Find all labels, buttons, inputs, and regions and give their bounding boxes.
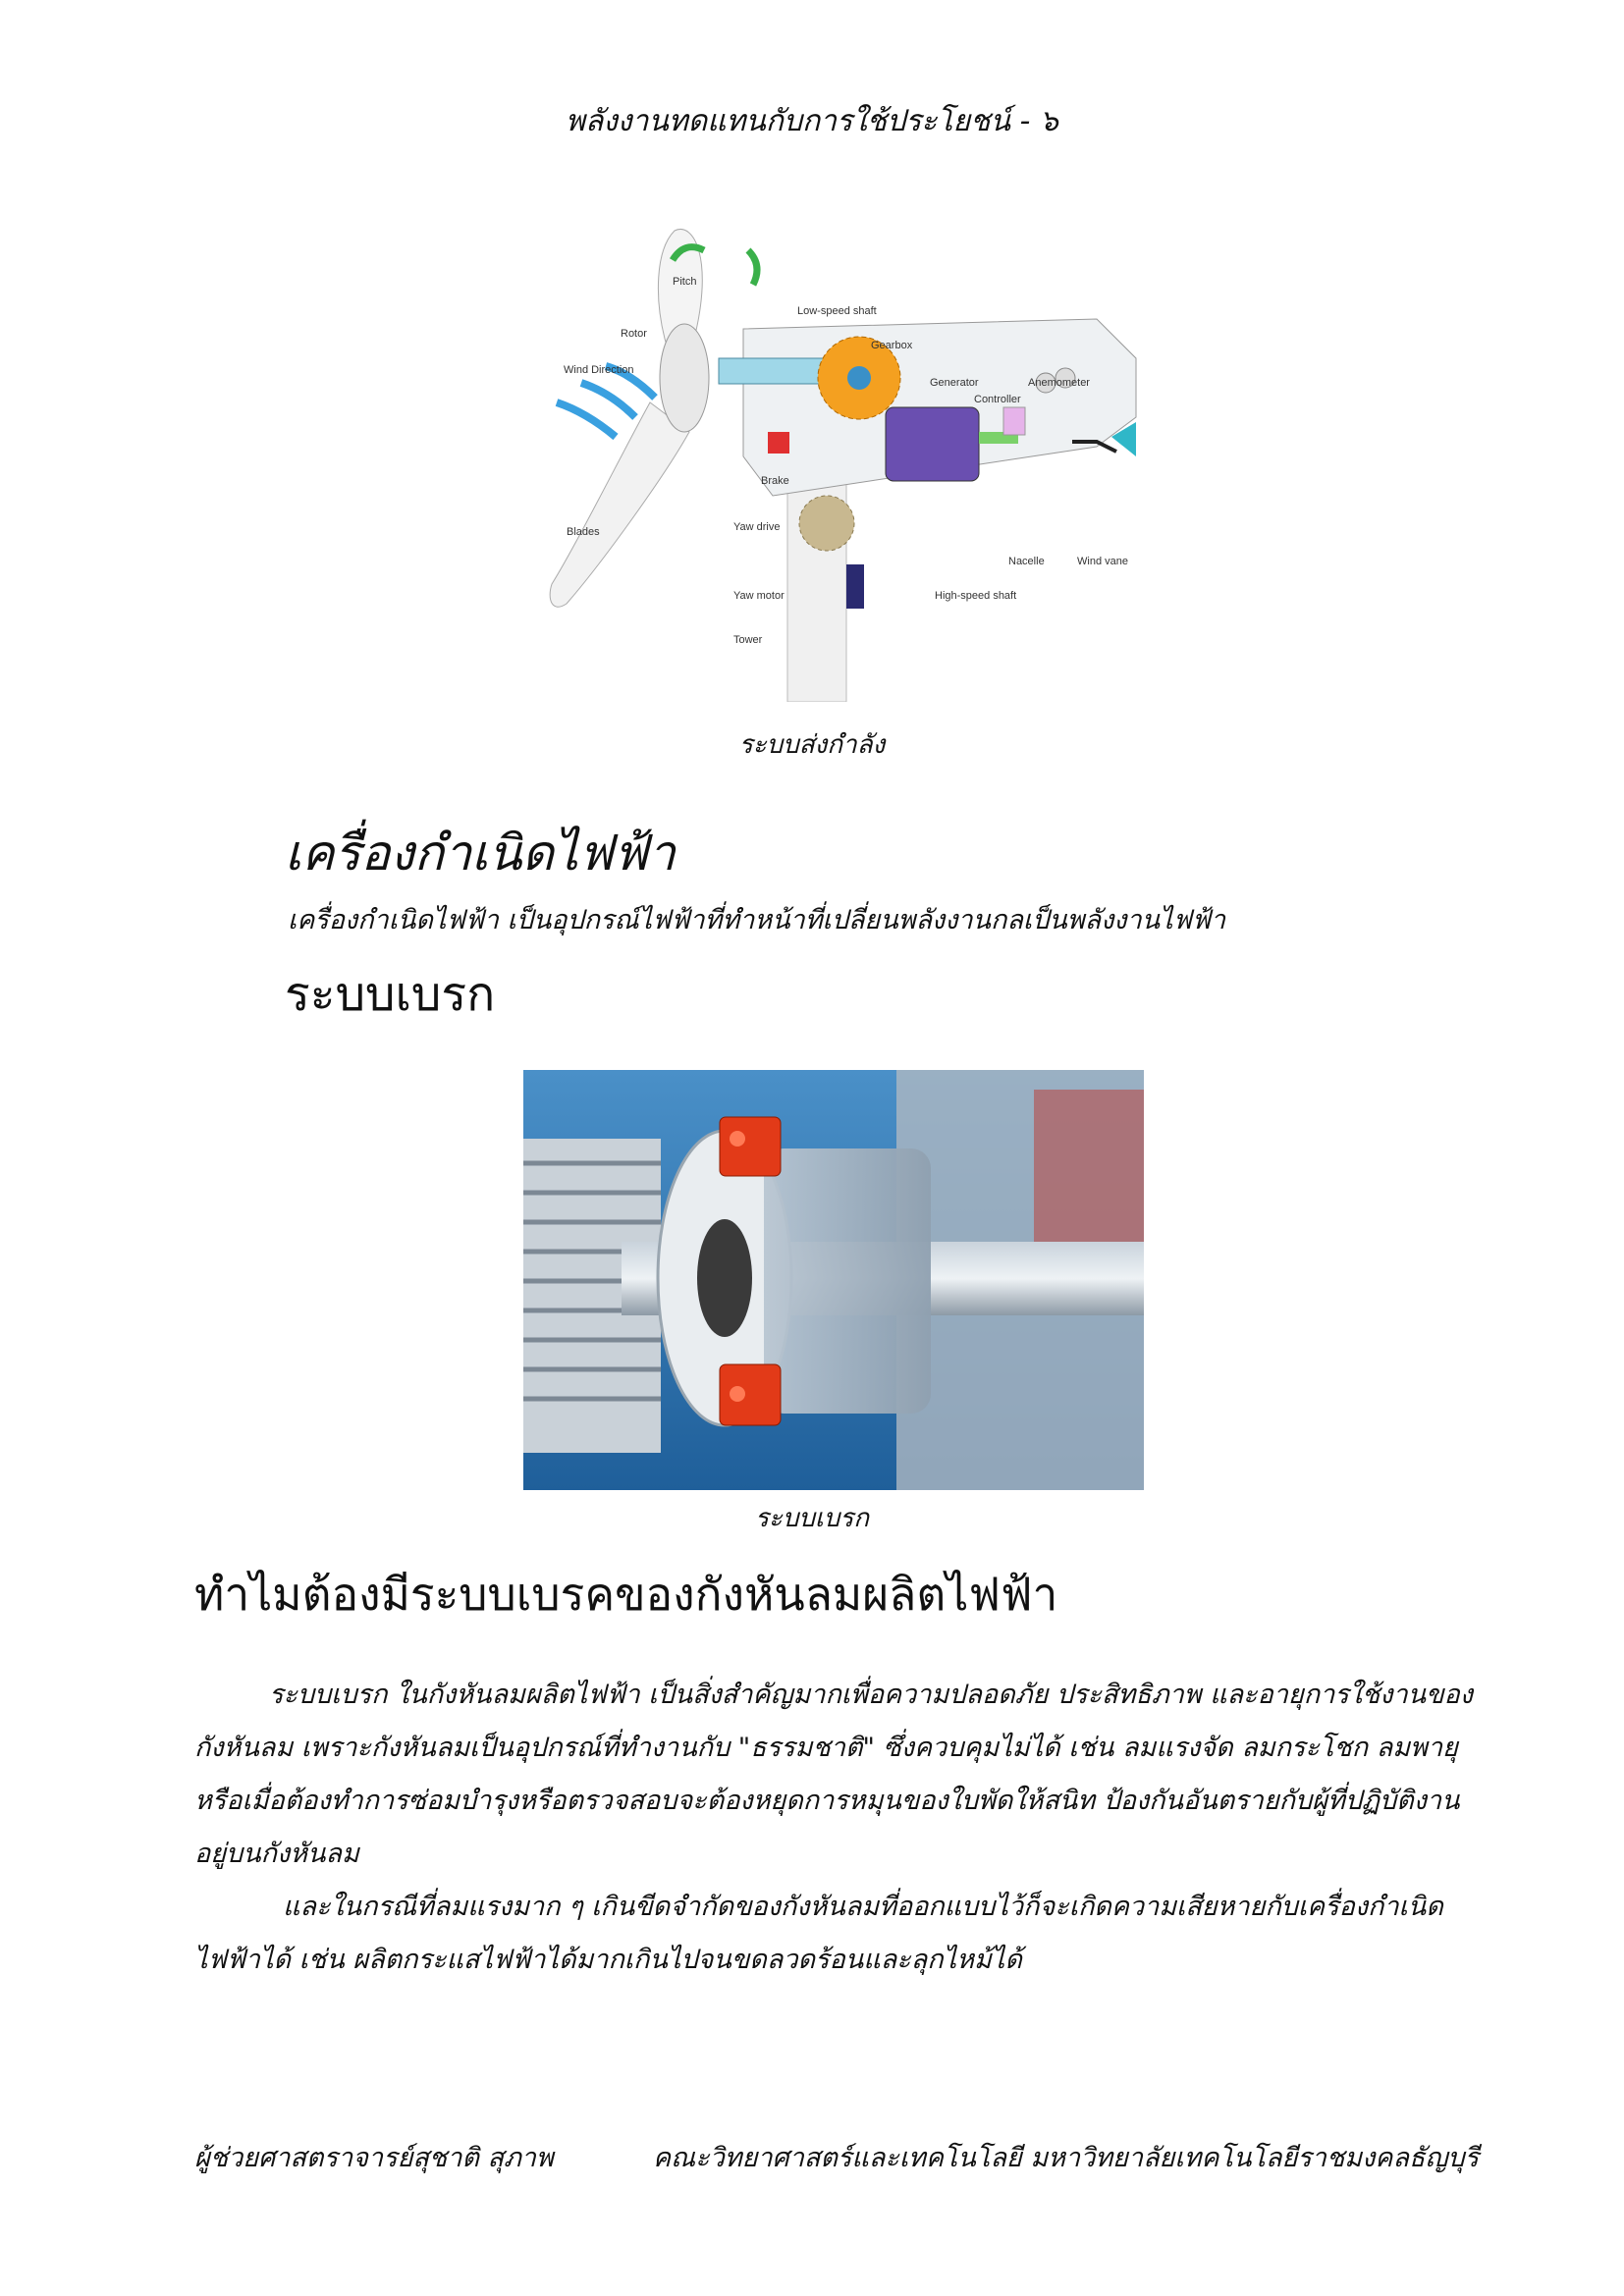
label-generator: Generator: [930, 377, 979, 389]
wind-arrow: [557, 402, 616, 437]
label-high-speed-shaft: High-speed shaft: [935, 590, 1017, 602]
brake-system-image: [523, 1070, 1144, 1490]
label-yaw-motor: Yaw motor: [733, 590, 785, 602]
label-gearbox: Gearbox: [871, 340, 913, 351]
pitch-arrow: [748, 250, 757, 285]
turbine-diagram-svg: [547, 211, 1151, 702]
wind-arrow: [581, 383, 635, 417]
why-brake-heading: ทำไมต้องมีระบบเบรคของกังหันลมผลิตไฟฟ้า: [194, 1568, 1058, 1621]
label-blades: Blades: [567, 526, 600, 538]
label-controller: Controller: [974, 394, 1021, 405]
brake-heading: ระบบเบรก: [285, 967, 496, 1022]
body-text: [194, 1669, 1481, 1987]
hub-shape: [660, 324, 709, 432]
caliper-bolt: [730, 1386, 745, 1402]
brake-caliper-top: [720, 1117, 781, 1176]
label-rotor: Rotor: [621, 328, 647, 340]
lower-blade: [550, 402, 689, 607]
brake-image-svg: [523, 1070, 1144, 1490]
yaw-motor-shape: [846, 564, 864, 609]
label-brake: Brake: [761, 475, 789, 487]
figure1-caption: ระบบส่งกำลัง: [738, 730, 886, 760]
label-low-speed-shaft: Low-speed shaft: [797, 305, 877, 317]
brake-caliper-bottom: [720, 1364, 781, 1425]
yaw-gear: [799, 496, 854, 551]
label-wind-vane: Wind vane: [1077, 556, 1128, 567]
paragraph-1: ระบบเบรก ในกังหันลมผลิตไฟฟ้า เป็นสิ่งสำคัญมากเพื่อความปลอดภัย ประสิทธิภาพ และอายุการใช้งานของกังหันลม เพราะกังหันลมเป็นอุปกรณ์ที่ทำงานกับ "ธรรมชาติ" ซึ่งควบคุมไม่ได้ เช่น ลมแรงจัด ลมกระโชก ลมพายุหรือเมื่อต้องทำการซ่อมบำรุงหรือตรวจสอบจะต้องหยุดการหมุนของใบพัดให้สนิท ป้องกันอันตรายกับผู้ที่ปฏิบัติงานอยู่บนกังหันลม: [194, 1680, 1473, 1869]
generator-heading: เครื่องกำเนิดไฟฟ้า: [285, 825, 676, 881]
wind-turbine-diagram: [547, 211, 1151, 702]
footer-institution: คณะวิทยาศาสตร์และเทคโนโลยี มหาวิทยาลัยเทคโนโลยีราชมงคลธัญบุรี: [653, 2143, 1479, 2173]
figure2-caption: ระบบเบรก: [754, 1504, 870, 1533]
low-speed-shaft-shape: [719, 358, 827, 384]
label-nacelle: Nacelle: [1008, 556, 1045, 567]
controller-shape: [1003, 407, 1025, 435]
label-pitch: Pitch: [673, 276, 697, 288]
bearing-housing: [764, 1148, 931, 1414]
page-header: พลังงานทดแทนกับการใช้ประโยชน์ - ๖: [566, 104, 1058, 138]
generator-text: เครื่องกำเนิดไฟฟ้า เป็นอุปกรณ์ไฟฟ้าที่ทำหน้าที่เปลี่ยนพลังงานกลเป็นพลังงานไฟฟ้า: [288, 905, 1226, 935]
caliper-bolt: [730, 1131, 745, 1147]
disc-hub: [697, 1219, 752, 1337]
footer-author: ผู้ช่วยศาสตราจารย์สุชาติ สุภาพ: [194, 2143, 554, 2173]
generator-shape: [886, 407, 979, 481]
gearbox-center: [847, 366, 871, 390]
label-wind-direction: Wind Direction: [564, 364, 634, 376]
label-tower: Tower: [733, 634, 763, 646]
brake-shape: [768, 432, 789, 454]
label-anemometer: Anemometer: [1028, 377, 1090, 389]
paragraph-2: และในกรณีที่ลมแรงมาก ๆ เกินขีดจำกัดของกังหันลมที่ออกแบบไว้ก็จะเกิดความเสียหายกับเครื่องกำเนิดไฟฟ้าได้ เช่น ผลิตกระแสไฟฟ้าได้มากเกินไปจนขดลวดร้อนและลุกไหม้ได้: [194, 1892, 1443, 1975]
label-yaw-drive: Yaw drive: [733, 521, 781, 533]
